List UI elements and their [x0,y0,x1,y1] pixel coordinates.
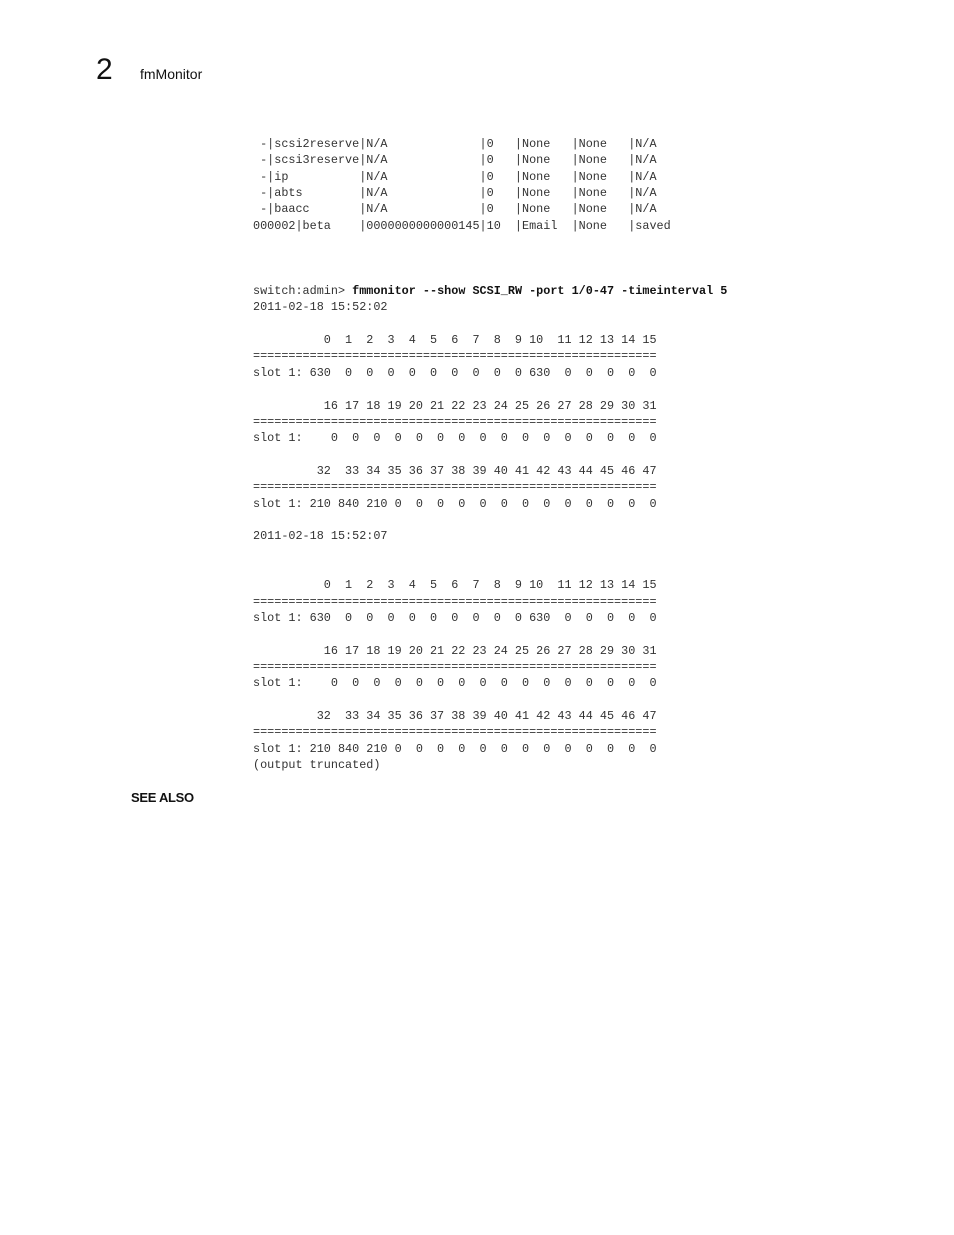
code-line: 2011-02-18 15:52:07 [253,529,388,544]
code-example [253,136,727,773]
see-also-heading: SEE ALSO [131,790,194,805]
chapter-number: 2 [96,53,113,86]
code-line [253,626,727,642]
code-line: slot 1: 0 0 0 0 0 0 0 0 0 0 0 0 0 0 0 0 [253,431,657,446]
code-line: 000002|beta |0000000000000145|10 |Email |None |saved [253,218,671,233]
chapter-title: fmMonitor [140,66,203,82]
code-output-before [253,136,727,283]
command-prompt: switch:admin> [253,284,353,299]
code-line: 0 1 2 3 4 5 6 7 8 9 10 11 12 13 14 15 [253,578,657,593]
code-line: -|scsi3reserve|N/A |0 |None |None |N/A [253,153,657,168]
code-line [253,692,727,708]
code-line: -|abts |N/A |0 |None |None |N/A [253,186,657,201]
code-line: ========================================================= [253,480,657,495]
code-line: -|ip |N/A |0 |None |None |N/A [253,169,657,184]
code-line: slot 1: 630 0 0 0 0 0 0 0 0 0 630 0 0 0 0 0 [253,365,657,380]
code-line: ========================================================= [253,725,657,740]
code-line: slot 1: 210 840 210 0 0 0 0 0 0 0 0 0 0 0 0 0 [253,496,657,511]
code-line [253,545,727,561]
code-line: ========================================================= [253,660,657,674]
code-line: 32 33 34 35 36 37 38 39 40 41 42 43 44 45 46 47 [253,709,657,724]
code-line: -|baacc |N/A |0 |None |None |N/A [253,202,657,217]
command-text: fmmonitor --show SCSI_RW -port 1/0-47 -timeinterval 5 [352,284,728,299]
code-line: slot 1: 630 0 0 0 0 0 0 0 0 0 630 0 0 0 0 0 [253,610,657,625]
code-line [253,381,727,397]
code-line: 2011-02-18 15:52:02 [253,300,388,315]
code-line: ========================================================= [253,349,657,364]
code-line: 32 33 34 35 36 37 38 39 40 41 42 43 44 45 46 47 [253,463,657,478]
code-line [253,250,727,266]
code-line: 16 17 18 19 20 21 22 23 24 25 26 27 28 29 30 31 [253,398,657,413]
code-line [253,234,727,250]
code-output-after [253,299,727,773]
command-line [253,283,727,299]
code-line: 0 1 2 3 4 5 6 7 8 9 10 11 12 13 14 15 [253,333,657,348]
code-line: slot 1: 210 840 210 0 0 0 0 0 0 0 0 0 0 0 0 0 [253,741,657,756]
code-line [253,512,727,528]
code-line: 16 17 18 19 20 21 22 23 24 25 26 27 28 29 30 31 [253,643,657,658]
code-line: (output truncated) [253,758,381,773]
code-line [253,316,727,332]
code-line: slot 1: 0 0 0 0 0 0 0 0 0 0 0 0 0 0 0 0 [253,676,657,691]
code-line [253,447,727,463]
code-line [253,267,727,283]
code-line [253,561,727,577]
code-line: -|scsi2reserve|N/A |0 |None |None |N/A [253,137,657,151]
code-line: ========================================================= [253,414,657,429]
code-line: ========================================================= [253,594,657,609]
